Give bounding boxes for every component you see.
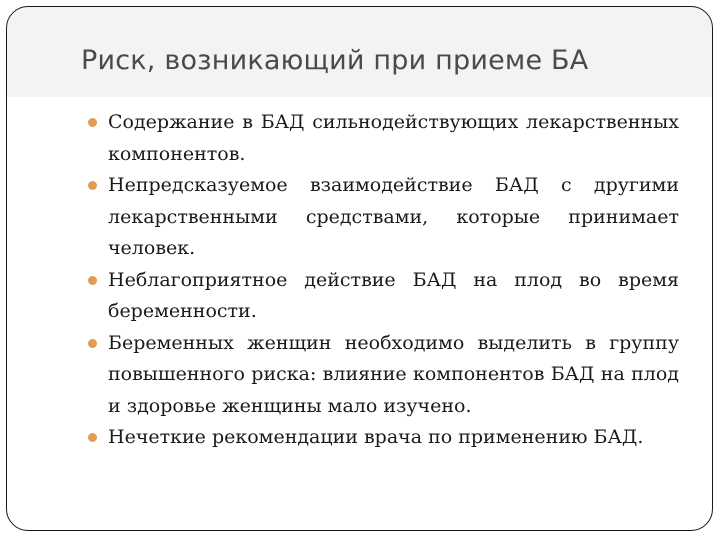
slide-frame — [6, 6, 713, 531]
bullet-item — [83, 265, 679, 328]
slide-title: Риск, возникающий при приеме БА — [81, 45, 589, 76]
bullet-dot-icon — [88, 276, 97, 285]
bullet-text: Непредсказуемое взаимодействие БАД с другими лекарственными средствами, которые принимает человек. — [108, 174, 679, 259]
bullet-list — [83, 107, 679, 454]
bullet-item — [83, 107, 679, 170]
bullet-text: Неблагоприятное действие БАД на плод во время беременности. — [108, 268, 679, 322]
bullet-item — [83, 170, 679, 265]
bullet-item — [83, 328, 679, 423]
bullet-item — [83, 422, 679, 454]
bullet-text: Содержание в БАД сильнодействующих лекарственных компонентов. — [108, 111, 679, 165]
bullet-dot-icon — [88, 181, 97, 190]
bullet-dot-icon — [88, 433, 97, 442]
bullet-text: Беременных женщин необходимо выделить в группу повышенного риска: влияние компонентов БАД на плод и здоровье женщины мало изучено. — [108, 331, 679, 417]
bullet-dot-icon — [88, 118, 97, 127]
bullet-text: Нечеткие рекомендации врача по применению БАД. — [108, 426, 644, 448]
bullet-dot-icon — [88, 339, 97, 348]
